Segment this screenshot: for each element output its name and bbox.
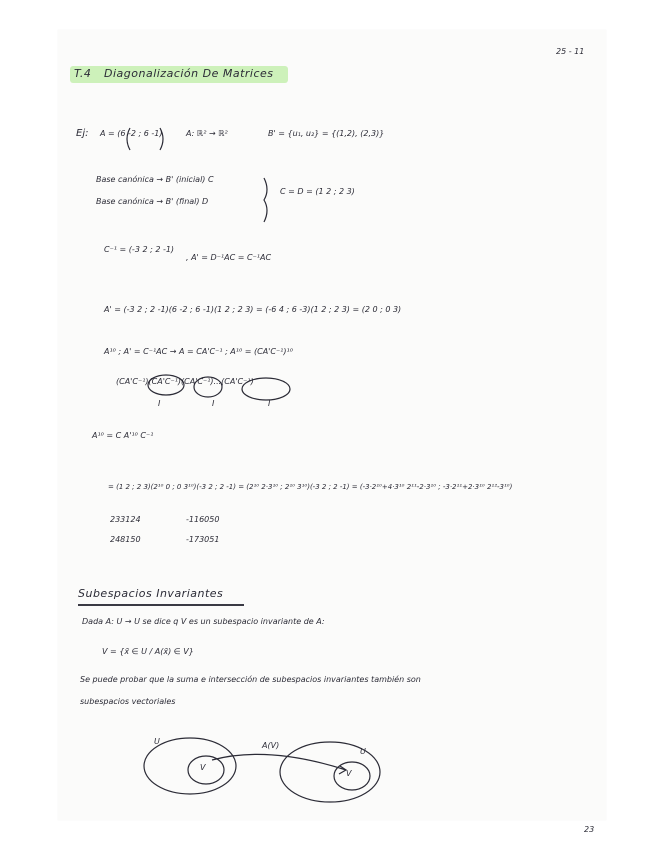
matrix-a-definition: A = (6 -2 ; 6 -1) <box>100 129 163 138</box>
example-label: Ej: <box>76 128 89 139</box>
identity-mark-2: I <box>212 399 215 408</box>
basis-b-prime: B' = {u₁, u₂} = {(1,2), (2,3)} <box>268 129 385 138</box>
product-expansion: (CA'C⁻¹)(CA'C⁻¹)(CA'C⁻¹)...(CA'C⁻¹) <box>116 377 254 386</box>
right-subset-outline <box>334 762 370 790</box>
a-prime-calculation: A' = (-3 2 ; 2 -1)(6 -2 ; 6 -1)(1 2 ; 2 3) = (-6 4 ; 6 -3)(1 2 ; 2 3) = (2 0 ; 0 3) <box>104 305 402 314</box>
mapping-arrowhead <box>339 766 346 774</box>
identity-circle-2 <box>194 377 222 397</box>
a-prime-formula: , A' = D⁻¹AC = C⁻¹AC <box>186 253 272 262</box>
left-subset-label: V <box>200 763 206 772</box>
a10-result-r1c1: 233124 <box>110 515 141 524</box>
left-set-label: U <box>154 737 160 746</box>
date-label: 25 - 11 <box>556 47 585 56</box>
right-set-label: U <box>360 747 366 756</box>
canonical-final: Base canónica → B' (final) D <box>96 197 209 206</box>
power-line: A¹⁰ ; A' = C⁻¹AC → A = CA'C⁻¹ ; A¹⁰ = (CA'C⁻¹)¹⁰ <box>104 347 293 356</box>
property-line-1: Se puede probar que la suma e intersección de subespacios invariantes también son <box>80 675 421 684</box>
page-number: 23 <box>584 825 595 834</box>
right-subset-label: V <box>346 769 352 778</box>
mapping-arrow <box>212 754 346 770</box>
brace <box>264 178 267 222</box>
a10-result-r1c2: -116050 <box>186 515 220 524</box>
definition-text: Dada A: U → U se dice q V es un subespacio invariante de A: <box>82 617 325 626</box>
invariant-set: V = {x̄ ∈ U / A(x̄) ∈ V} <box>102 647 194 656</box>
section-title: Subespacios Invariantes <box>78 587 224 600</box>
a10-calculation: = (1 2 ; 2 3)(2¹⁰ 0 ; 0 3¹⁰)(-3 2 ; 2 -1) = (2¹⁰ 2·3¹⁰ ; 2¹⁰ 3¹⁰)(-3 2 ; 2 -1) = (-3·2¹⁰+4·3¹⁰ 2¹¹-2·3¹⁰ ; -3·2¹¹+2·3¹⁰ 2¹²-3¹⁰) <box>108 483 513 491</box>
a10-result-r2c2: -173051 <box>186 535 220 544</box>
identity-mark-3: I <box>268 399 271 408</box>
matrix-bracket <box>127 128 130 150</box>
topic-number: T.4 <box>74 67 92 80</box>
identity-circle-3 <box>242 378 290 400</box>
a10-result-r2c1: 248150 <box>110 535 141 544</box>
mapping-label: A(V) <box>262 741 280 750</box>
linear-map: A: ℝ² → ℝ² <box>186 129 228 138</box>
matrix-bracket <box>160 128 163 150</box>
a10-formula: A¹⁰ = C A'¹⁰ C⁻¹ <box>92 431 154 440</box>
identity-mark-1: I <box>158 399 161 408</box>
left-subset-outline <box>188 756 224 784</box>
c-equals-d: C = D = (1 2 ; 2 3) <box>280 187 355 196</box>
property-line-2: subespacios vectoriales <box>80 697 176 706</box>
page-title: Diagonalización De Matrices <box>104 67 274 80</box>
canonical-initial: Base canónica → B' (inicial) C <box>96 175 214 184</box>
identity-circle-1 <box>148 375 184 395</box>
c-inverse: C⁻¹ = (-3 2 ; 2 -1) <box>104 245 175 254</box>
